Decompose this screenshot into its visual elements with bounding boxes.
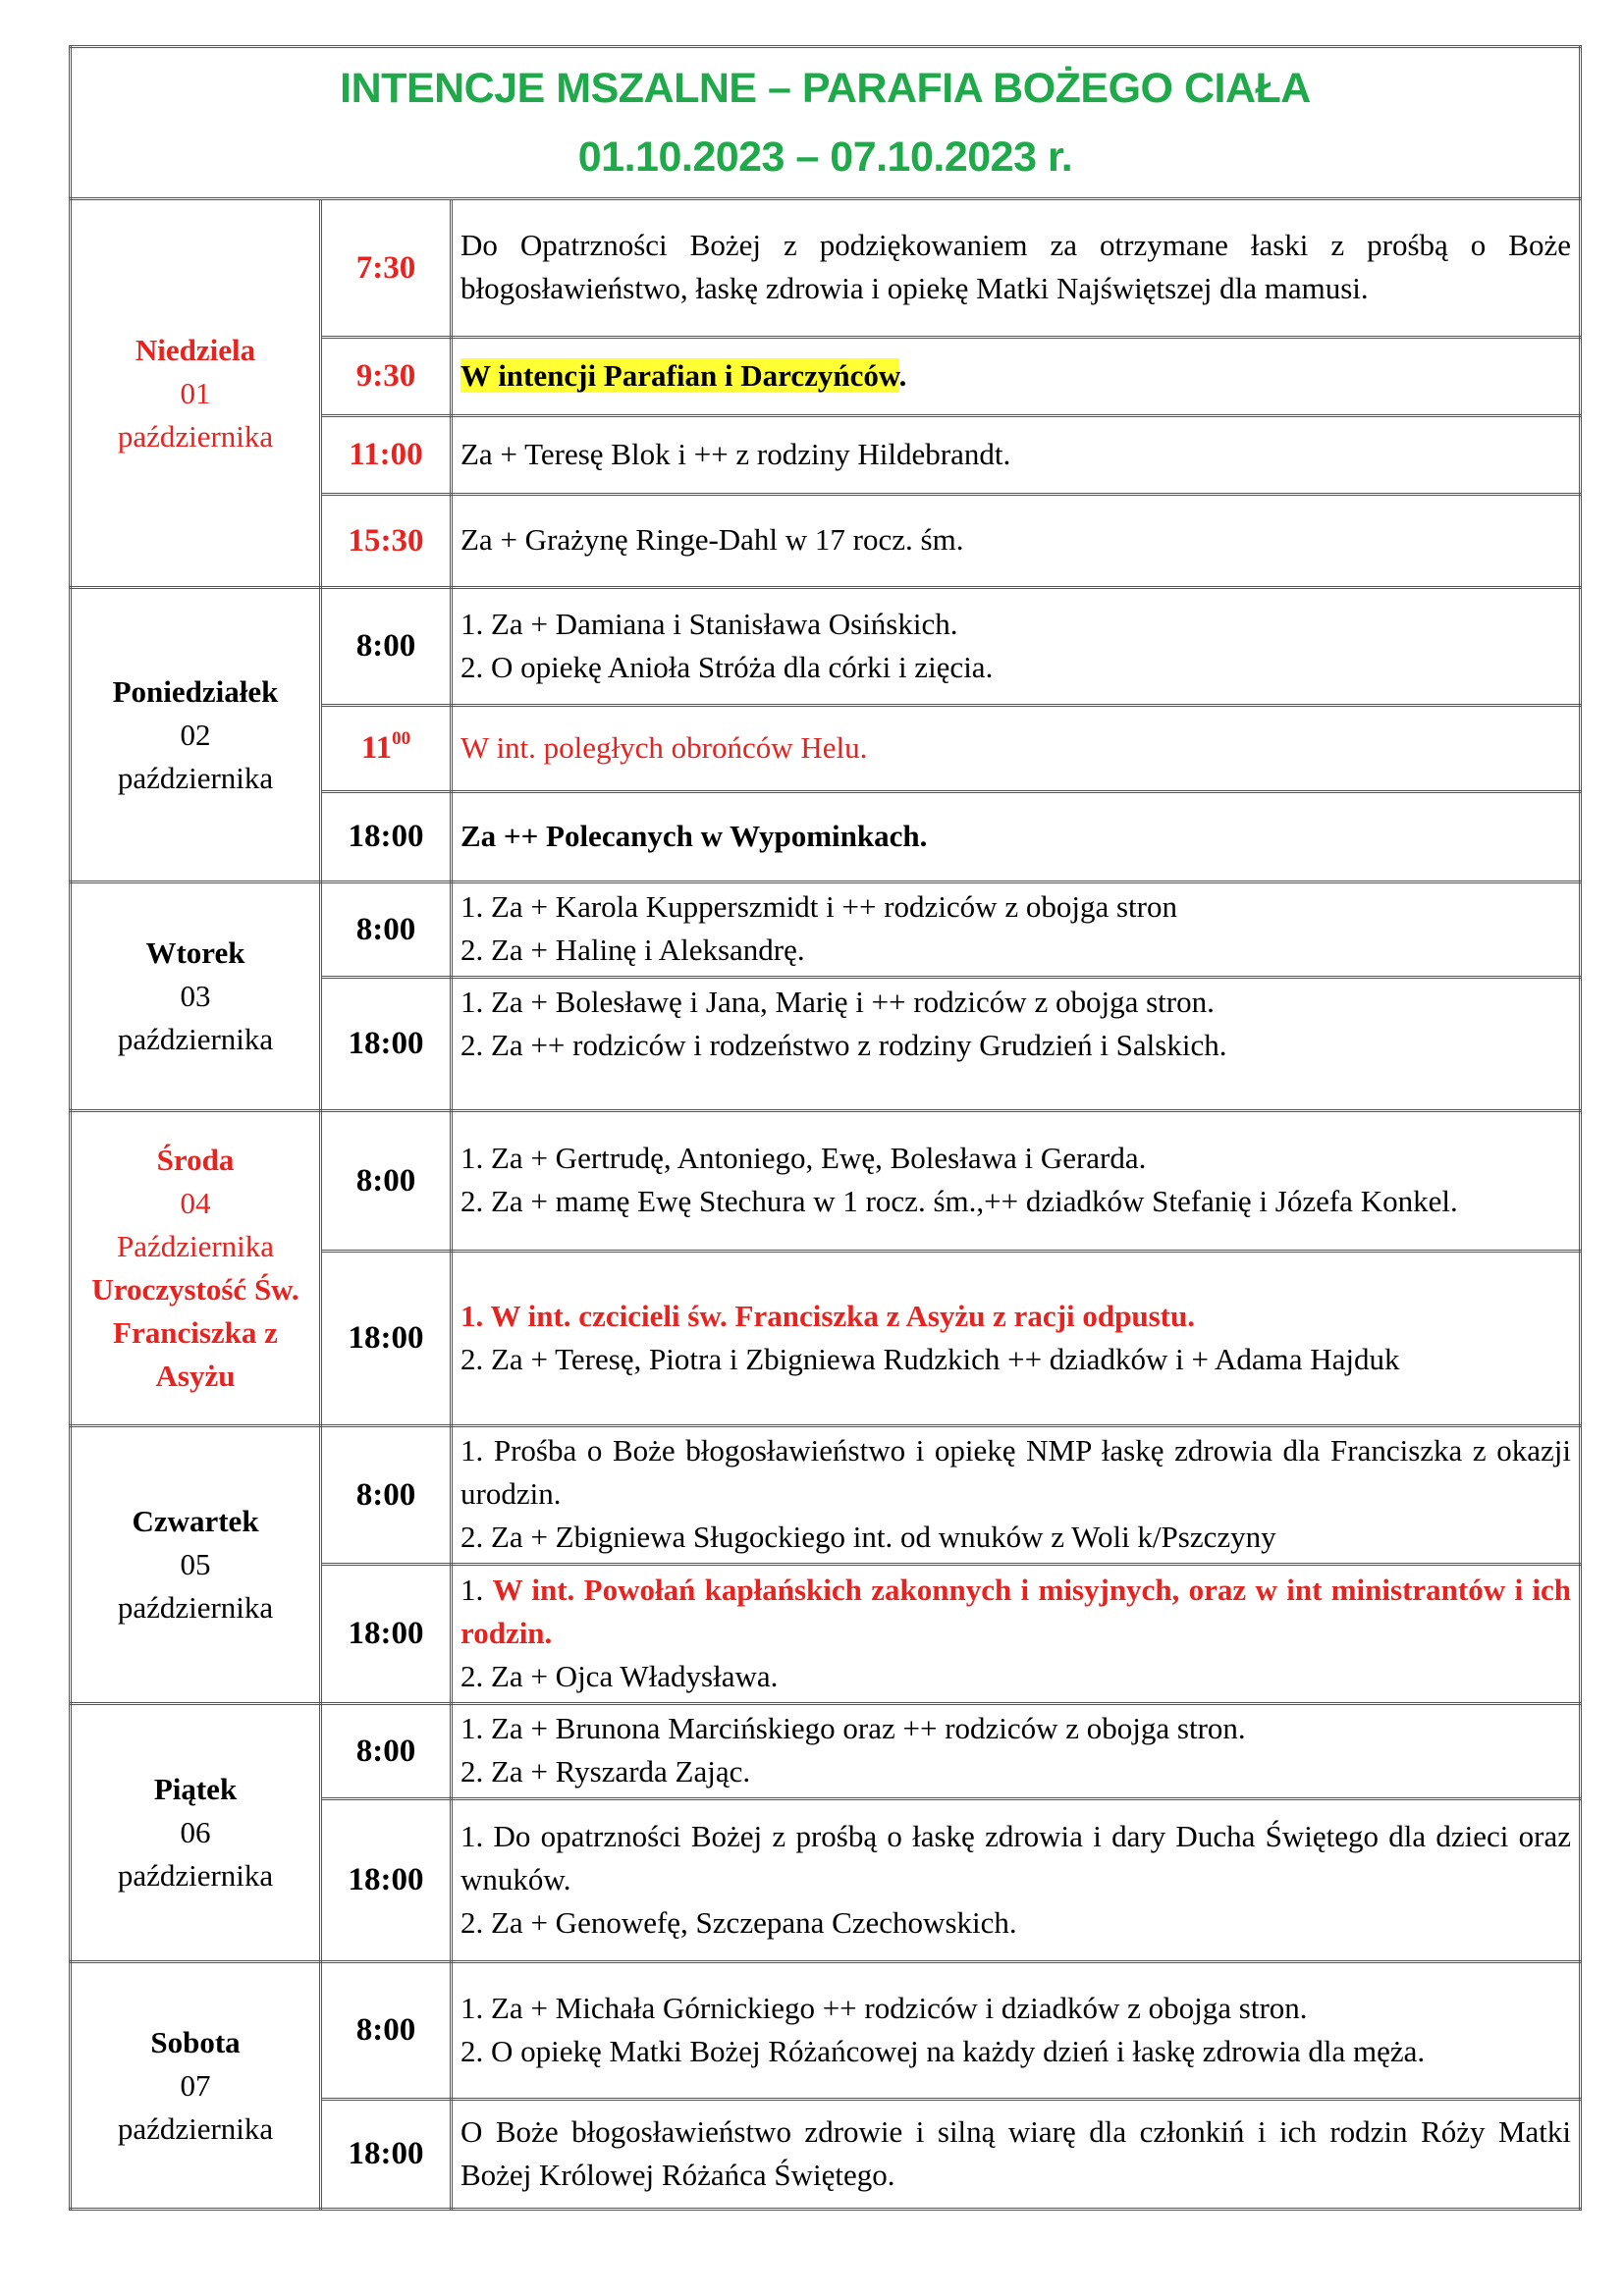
intention-line: 2. Za + Zbigniewa Sługockiego int. od wnuków z Woli k/Pszczyny: [460, 1520, 1276, 1554]
intention-line: 1. Za + Gertrudę, Antoniego, Ewę, Bolesława i Gerarda.: [460, 1141, 1147, 1175]
intention-line: 1. Za + Bolesławę i Jana, Marię i ++ rodziców z obojga stron.: [460, 985, 1215, 1019]
time-minutes: 00: [392, 728, 411, 749]
mass-time: 18:00: [321, 2100, 452, 2210]
day-number: 05: [180, 1547, 211, 1581]
table-row: [71, 1426, 1581, 1565]
day-month: Października: [116, 1229, 275, 1263]
mass-intention: Za + Teresę Blok i ++ z rodziny Hildebrandt.: [452, 416, 1581, 495]
mass-time: 7:30: [321, 199, 452, 338]
day-month: października: [117, 418, 274, 454]
intention-line: [460, 1569, 1571, 1655]
intention-line: 2. O opiekę Matki Bożej Różańcowej na każdy dzień i łaskę zdrowia dla męża.: [460, 2033, 1426, 2068]
mass-time: 15:30: [321, 495, 452, 588]
day-number: 02: [180, 717, 211, 752]
day-name: Wtorek: [145, 935, 245, 970]
page-title: INTENCJE MSZALNE – PARAFIA BOŻEGO CIAŁA: [340, 65, 1311, 112]
mass-intention: [452, 588, 1581, 706]
intention-line: 1. Do opatrzności Bożej z prośbą o łaskę zdrowia i dary Ducha Świętego dla dzieci oraz wnuków.: [460, 1818, 1572, 1896]
mass-intention: [452, 1799, 1581, 1962]
intention-line: 1. W int. czcicieli św. Franciszka z Asyżu z racji odpustu.: [460, 1298, 1195, 1333]
day-cell-monday: [71, 588, 321, 882]
intention-line: 2. Za + mamę Ewę Stechura w 1 rocz. śm.,++ dziadków Stefanię i Józefa Konkel.: [460, 1184, 1458, 1218]
mass-time: 18:00: [321, 1565, 452, 1704]
table-row: [71, 1704, 1581, 1799]
table-row: [71, 588, 1581, 706]
mass-intention: [452, 1565, 1581, 1704]
mass-intention: [452, 1426, 1581, 1565]
mass-time: 8:00: [321, 1111, 452, 1252]
mass-time: [321, 706, 452, 792]
day-cell-tuesday: [71, 882, 321, 1111]
day-number: 07: [180, 2067, 211, 2103]
title-cell: [71, 47, 1581, 199]
intention-line: 2. Za + Ojca Władysława.: [460, 1658, 779, 1693]
intention-line: 1. Za + Karola Kupperszmidt i ++ rodziców z obojga stron: [460, 889, 1177, 924]
day-month: października: [117, 760, 274, 795]
day-number: 01: [180, 375, 211, 410]
day-number: 03: [180, 979, 211, 1013]
day-cell-friday: [71, 1704, 321, 1962]
intention-emphasis: W int. Powołań kapłańskich zakonnych i misyjnych, oraz w int ministrantów i ich rodzin.: [460, 1572, 1572, 1650]
day-month: października: [117, 1590, 274, 1625]
day-month: października: [117, 1858, 274, 1893]
day-name: Sobota: [150, 2024, 241, 2059]
mass-intention: Za ++ Polecanych w Wypominkach.: [452, 792, 1581, 882]
intention-suffix: .: [898, 357, 907, 393]
table-row: [71, 199, 1581, 338]
day-name: Piątek: [153, 1772, 238, 1806]
day-cell-wednesday: [71, 1111, 321, 1426]
table-row: [71, 1962, 1581, 2100]
intention-line: 2. Za + Genowefę, Szczepana Czechowskich.: [460, 1904, 1017, 1940]
mass-intention: [452, 1962, 1581, 2100]
day-name: Środa: [156, 1143, 235, 1177]
intentions-table: [69, 45, 1582, 2211]
day-cell-sunday: [71, 199, 321, 588]
intention-line: 2. Za + Teresę, Piotra i Zbigniewa Rudzkich ++ dziadków i + Adama Hajduk: [460, 1341, 1400, 1376]
mass-intention: Do Opatrzności Bożej z podziękowaniem za otrzymane łaski z prośbą o Boże błogosławieństwo, łaskę zdrowia i opiekę Matki Najświętszej dla mamusi.: [452, 199, 1581, 338]
highlighted-intention: W intencji Parafian i Darczyńców: [460, 357, 899, 393]
mass-time: 18:00: [321, 1799, 452, 1962]
intention-line: 2. O opiekę Anioła Stróża dla córki i zięcia.: [460, 649, 994, 684]
mass-intention: O Boże błogosławieństwo zdrowie i silną wiarę dla członkiń i ich rodzin Róży Matki Bożej Królowej Różańca Świętego.: [452, 2100, 1581, 2210]
mass-time: 8:00: [321, 1704, 452, 1799]
mass-intention: [452, 1252, 1581, 1426]
day-name: Czwartek: [132, 1504, 259, 1538]
date-range: 01.10.2023 – 07.10.2023 r.: [577, 133, 1073, 181]
intention-line: 1. Za + Michała Górnickiego ++ rodziców i dziadków z obojga stron.: [460, 1990, 1308, 2025]
day-cell-thursday: [71, 1426, 321, 1704]
mass-time: 18:00: [321, 1252, 452, 1426]
mass-time: 18:00: [321, 792, 452, 882]
mass-intention: [452, 978, 1581, 1111]
mass-intention: [452, 882, 1581, 978]
day-month: października: [117, 1022, 274, 1056]
table-row: [71, 882, 1581, 978]
mass-intention: [452, 1704, 1581, 1799]
mass-time: 8:00: [321, 1962, 452, 2100]
intention-line: 2. Za + Ryszarda Zając.: [460, 1754, 751, 1789]
mass-time: 11:00: [321, 416, 452, 495]
day-number: 04: [180, 1186, 211, 1220]
mass-intention: Za + Grażynę Ringe-Dahl w 17 rocz. śm.: [452, 495, 1581, 588]
day-month: października: [117, 2110, 274, 2146]
intention-line: 2. Za + Halinę i Aleksandrę.: [460, 933, 805, 967]
mass-intention: [452, 1111, 1581, 1252]
intention-prefix: 1.: [460, 1572, 493, 1607]
intention-line: 1. Za + Brunona Marcińskiego oraz ++ rodziców z obojga stron.: [460, 1711, 1246, 1745]
day-cell-saturday: [71, 1962, 321, 2210]
intention-line: 2. Za ++ rodziców i rodzeństwo z rodziny Grudzień i Salskich.: [460, 1028, 1227, 1062]
intention-line: 1. Za + Damiana i Stanisława Osińskich.: [460, 606, 958, 641]
day-name: Poniedziałek: [112, 673, 279, 709]
day-number: 06: [180, 1815, 211, 1849]
time-hour: 11: [360, 730, 393, 766]
intention-line: 1. Prośba o Boże błogosławieństwo i opiekę NMP łaskę zdrowia dla Franciszka z okazji urodzin.: [460, 1433, 1572, 1511]
mass-intention: [452, 338, 1581, 416]
mass-time: 8:00: [321, 882, 452, 978]
mass-intention: W int. poległych obrońców Helu.: [452, 706, 1581, 792]
mass-time: 9:30: [321, 338, 452, 416]
day-name: Niedziela: [135, 332, 256, 367]
mass-time: 18:00: [321, 978, 452, 1111]
feast-name: Uroczystość Św. Franciszka z Asyżu: [91, 1272, 299, 1393]
mass-time: 8:00: [321, 588, 452, 706]
table-row: [71, 1111, 1581, 1252]
mass-time: 8:00: [321, 1426, 452, 1565]
